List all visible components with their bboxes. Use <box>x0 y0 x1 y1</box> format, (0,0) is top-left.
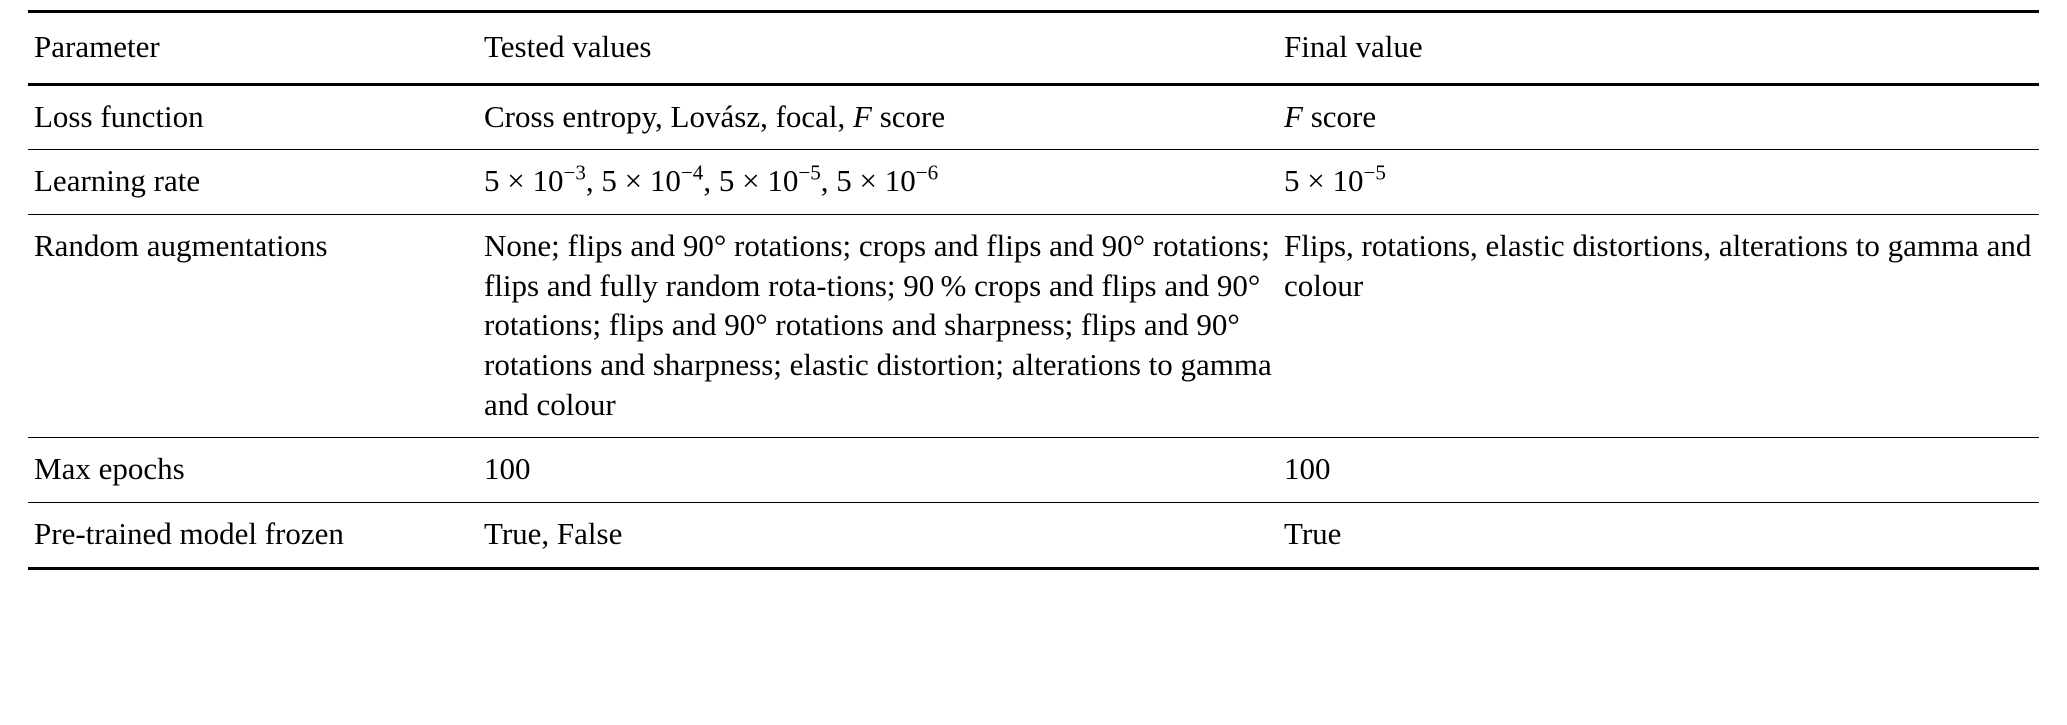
cell-parameter-loss-function: Loss function <box>28 84 478 150</box>
cell-tested-pretrained-model-frozen: True, False <box>478 503 1278 569</box>
parameters-table-container <box>28 10 2039 570</box>
column-header-tested-values: Tested values <box>478 12 1278 85</box>
cell-final-random-augmentations: Flips, rotations, elastic distortions, alterations to gamma and colour <box>1278 215 2039 438</box>
cell-parameter-max-epochs: Max epochs <box>28 438 478 503</box>
table-head <box>28 12 2039 85</box>
cell-tested-loss-function: Cross entropy, Lovász, focal, F score <box>478 84 1278 150</box>
cell-tested-random-augmentations: None; flips and 90° rotations; crops and flips and 90° rotations; flips and fully random rota‑tions; 90 % crops and flips and 90° rotations; flips and 90° rotations and sharpness; flips and 90° rotations and sharpness; elastic distortion; alterations to gamma and colour <box>478 215 1278 438</box>
cell-final-loss-function: F score <box>1278 84 2039 150</box>
column-header-parameter: Parameter <box>28 12 478 85</box>
cell-final-max-epochs: 100 <box>1278 438 2039 503</box>
cell-tested-learning-rate: $5 \times 10^{-3}$, $5 \times 10^{-4}$, $5 \times 10^{-5}$, $5 \times 10^{-6}$ <box>478 150 1278 215</box>
table-row <box>28 150 2039 215</box>
table-row <box>28 503 2039 569</box>
cell-final-pretrained-model-frozen: True <box>1278 503 2039 569</box>
cell-tested-max-epochs: 100 <box>478 438 1278 503</box>
italic-f: F <box>853 98 872 134</box>
cell-parameter-pretrained-model-frozen: Pre-trained model frozen <box>28 503 478 569</box>
cell-parameter-random-augmentations: Random augmentations <box>28 215 478 438</box>
italic-f: F <box>1284 98 1303 134</box>
table-row <box>28 215 2039 438</box>
cell-final-learning-rate: $5 \times 10^{-5}$ <box>1278 150 2039 215</box>
column-header-final-value: Final value <box>1278 12 2039 85</box>
table-header-row <box>28 12 2039 85</box>
table-body <box>28 84 2039 568</box>
cell-parameter-learning-rate: Learning rate <box>28 150 478 215</box>
parameters-table <box>28 10 2039 570</box>
table-row <box>28 438 2039 503</box>
table-row <box>28 84 2039 150</box>
